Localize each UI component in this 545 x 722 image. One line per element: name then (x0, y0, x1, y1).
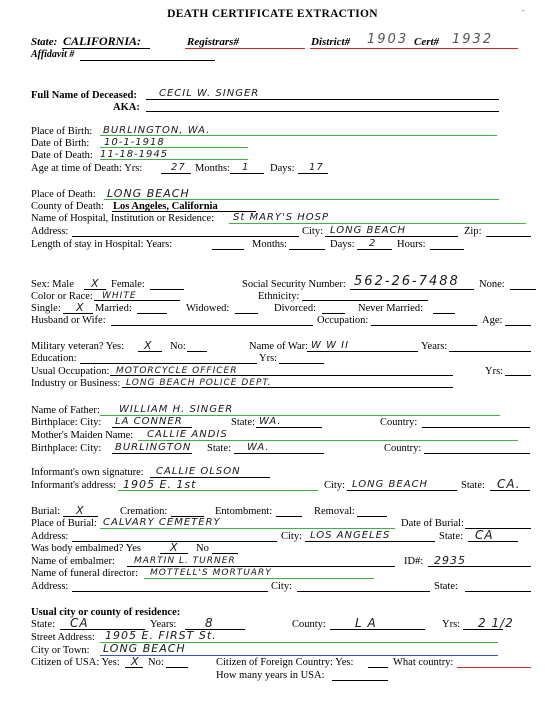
burial-date-label: Date of Burial: (401, 518, 464, 529)
informant-address-line (118, 490, 318, 491)
embalmed-no-line (212, 553, 238, 554)
war-years-line (449, 351, 531, 352)
stay-days-label: Days: (330, 239, 355, 250)
veteran-no-line (187, 351, 207, 352)
embalmed-yes-mark: X (170, 541, 179, 554)
informant-state-line (490, 490, 530, 491)
director-state-line (465, 591, 531, 592)
father-birth-state-line (256, 427, 322, 428)
residence-years-label: Years: (150, 619, 177, 630)
education-yrs-label: Yrs: (259, 353, 278, 364)
director-address-label: Address: (31, 581, 69, 592)
burial-city-label: City: (281, 531, 303, 542)
mother-birth-country-line (424, 453, 530, 454)
hosp-address-line (72, 236, 299, 237)
registrar-label: Registrars# (187, 36, 239, 48)
state-underline (62, 48, 150, 49)
widowed-line (235, 313, 258, 314)
ssn-label: Social Security Number: (242, 279, 346, 290)
mother-value: CALLIE ANDIS (147, 429, 228, 440)
embalmed-yes-line (160, 553, 188, 554)
spouse-occupation-label: Occupation: (317, 315, 369, 326)
embalmer-id-line (428, 566, 531, 567)
hosp-city-label: City: (302, 226, 324, 237)
mother-birth-city-label: Birthplace: City: (31, 443, 102, 454)
female-label: Female: (111, 279, 145, 290)
residence-county-label: County: (292, 619, 326, 630)
stay-hours-line (430, 249, 464, 250)
war-line (307, 351, 418, 352)
burial-address-label: Address: (31, 531, 69, 542)
stay-months-label: Months: (252, 239, 288, 250)
informant-city-line (347, 490, 457, 491)
district-value: 1903 (367, 32, 409, 47)
veteran-yes-line (138, 351, 162, 352)
education-line (80, 363, 257, 364)
spouse-label: Husband or Wife: (31, 315, 106, 326)
affidavit-label: Affidavit # (31, 49, 75, 60)
color-line (94, 300, 180, 301)
dob-value: 10-1-1918 (104, 137, 165, 148)
removal-line (357, 516, 387, 517)
divorced-label: Divorced: (274, 303, 316, 314)
director-city-line (297, 591, 430, 592)
stay-label: Length of stay in Hospital: Years: (31, 239, 173, 250)
residence-yrs-label: Yrs: (442, 619, 461, 630)
father-birth-country-label: Country: (380, 417, 418, 428)
burial-label: Burial: (31, 506, 61, 517)
death-place-value: LONG BEACH (107, 187, 190, 200)
entombment-line (276, 516, 302, 517)
years-in-usa-line (332, 680, 388, 681)
ssn-value: 562-26-7488 (354, 274, 460, 289)
mother-birth-country-label: Country: (384, 443, 422, 454)
dod-label: Date of Death: (31, 150, 93, 161)
mother-birth-state-label: State: (207, 443, 231, 454)
hosp-zip-line (486, 236, 531, 237)
veteran-yes-mark: X (144, 339, 153, 352)
burial-line (63, 516, 98, 517)
informant-state-label: State: (461, 480, 485, 491)
hosp-address-label: Address: (31, 226, 69, 237)
sex-male-mark: X (91, 277, 100, 290)
cert-label: Cert# (414, 36, 440, 48)
page-title: DEATH CERTIFICATE EXTRACTION (167, 8, 378, 20)
burial-mark: X (76, 504, 85, 517)
deceased-name-value: CECIL W. SINGER (159, 88, 260, 99)
ssn-line (350, 289, 474, 290)
dob-line (100, 147, 248, 148)
deceased-name-label: Full Name of Deceased: (31, 90, 137, 101)
years-in-usa-label: How many years in USA: (216, 670, 325, 681)
stay-hours-label: Hours: (397, 239, 426, 250)
spouse-line (111, 325, 313, 326)
age-days-label: Days: (270, 163, 295, 174)
city-town-value: LONG BEACH (103, 642, 186, 655)
aka-label: AKA: (113, 102, 140, 113)
dod-line (100, 159, 248, 160)
director-city-label: City: (271, 581, 293, 592)
stay-years-line (212, 249, 244, 250)
burial-place-value: CALVARY CEMETERY (103, 517, 221, 528)
never-married-line (433, 313, 455, 314)
never-married-label: Never Married: (358, 303, 424, 314)
burial-city-value: LOS ANGELES (310, 530, 391, 541)
deceased-name-line (146, 99, 499, 100)
age-days-line (298, 173, 328, 174)
foreign-citizen-line (368, 667, 388, 668)
father-value: WILLIAM H. SINGER (119, 404, 234, 415)
citizen-usa-no-label: No: (148, 657, 164, 668)
informant-state-value: CA. (497, 477, 521, 491)
informant-address-label: Informant's address: (31, 480, 116, 491)
embalmed-label: Was body embalmed? Yes (31, 543, 141, 554)
ethnicity-line (302, 300, 428, 301)
county-value: Los Angeles, California (113, 201, 218, 212)
spouse-age-label: Age: (482, 315, 503, 326)
ssn-none-line (510, 289, 536, 290)
father-label: Name of Father: (31, 405, 100, 416)
cremation-label: Cremation: (120, 506, 168, 517)
burial-city-line (305, 541, 435, 542)
director-label: Name of funeral director: (31, 568, 138, 579)
embalmed-no-label: No (196, 543, 209, 554)
occupation-yrs-line (505, 375, 531, 376)
sex-label: Sex: Male (31, 279, 74, 290)
ethnicity-label: Ethnicity: (258, 291, 300, 302)
mother-birth-city-line (112, 453, 192, 454)
industry-label: Industry or Business: (31, 378, 121, 389)
single-mark: X (76, 301, 85, 314)
director-state-label: State: (434, 581, 458, 592)
informant-city-value: LONG BEACH (352, 479, 429, 490)
affidavit-line (80, 60, 215, 61)
informant-city-label: City: (324, 480, 346, 491)
death-place-line (104, 199, 499, 200)
residence-state-value: CA (70, 616, 89, 630)
hospital-label: Name of Hospital, Institution or Residence: (31, 213, 215, 224)
embalmer-label: Name of embalmer: (31, 556, 115, 567)
stay-months-line (289, 249, 325, 250)
residence-yrs-value: 2 1/2 (478, 616, 514, 630)
mother-birth-state-value: WA. (247, 442, 270, 453)
birth-place-line (100, 135, 497, 136)
education-yrs-line (279, 363, 324, 364)
stay-days-line (357, 249, 392, 250)
removal-label: Removal: (314, 506, 355, 517)
residence-county-line (330, 629, 425, 630)
age-years-value: 27 (171, 162, 186, 173)
citizen-usa-yes-line (125, 667, 143, 668)
age-years-line (161, 173, 191, 174)
father-birth-city-value: LA CONNER (115, 416, 183, 427)
corner-mark: - (522, 6, 525, 15)
residence-state-label: State: (31, 619, 55, 630)
mother-line (138, 440, 518, 441)
ssn-none-label: None: (479, 279, 505, 290)
birth-place-label: Place of Birth: (31, 126, 93, 137)
age-months-value: 1 (242, 162, 250, 173)
industry-value: LONG BEACH POLICE DEPT. (126, 378, 272, 388)
divorced-line (322, 313, 345, 314)
residence-years-value: 8 (205, 616, 214, 630)
foreign-citizen-label: Citizen of Foreign Country: Yes: (216, 657, 354, 668)
hosp-zip-label: Zip: (464, 226, 482, 237)
burial-place-label: Place of Burial: (31, 518, 97, 529)
single-line (63, 313, 93, 314)
foreign-country-label: What country: (393, 657, 454, 668)
residence-heading: Usual city or county of residence: (31, 607, 181, 618)
hospital-value: St MARY'S HOSP (233, 212, 330, 223)
death-place-label: Place of Death: (31, 189, 96, 200)
single-label: Single: (31, 303, 61, 314)
hosp-city-line (325, 236, 458, 237)
embalmer-id-label: ID#: (404, 556, 424, 567)
veteran-label: Military veteran? Yes: (31, 341, 125, 352)
informant-signature-value: CALLIE OLSON (156, 466, 241, 477)
spouse-age-line (505, 325, 531, 326)
city-town-line (100, 655, 498, 656)
informant-signature-label: Informant's own signature: (31, 467, 144, 478)
age-months-label: Months: (195, 163, 231, 174)
married-line (137, 313, 167, 314)
birth-place-value: BURLINGTON, WA. (103, 125, 211, 136)
citizen-usa-no-line (166, 667, 188, 668)
aka-line (146, 111, 499, 112)
director-value: MOTTELL'S MORTUARY (150, 568, 272, 578)
usual-occupation-line (110, 375, 453, 376)
street-label: Street Address: (31, 632, 95, 643)
residence-yrs-line (463, 629, 503, 630)
married-label: Married: (95, 303, 132, 314)
mother-birth-city-value: BURLINGTON (115, 442, 192, 453)
street-value: 1905 E. FIRST St. (105, 629, 217, 642)
age-months-line (230, 173, 264, 174)
father-birth-country-line (422, 427, 530, 428)
stay-days-value: 2 (369, 238, 377, 249)
occupation-yrs-label: Yrs: (485, 366, 504, 377)
age-label: Age at time of Death: Yrs: (31, 163, 143, 174)
mother-label: Mother's Maiden Name: (31, 430, 134, 441)
burial-place-line (100, 528, 395, 529)
father-birth-state-label: State: (231, 417, 255, 428)
registrar-line (185, 48, 305, 49)
cert-value: 1932 (452, 32, 494, 47)
father-birth-city-line (112, 427, 192, 428)
dod-value: 11-18-1945 (100, 149, 169, 160)
usual-occupation-label: Usual Occupation: (31, 366, 110, 377)
burial-state-label: State: (439, 531, 463, 542)
county-label: County of Death: (31, 201, 104, 212)
father-birth-state-value: WA. (259, 416, 282, 427)
widowed-label: Widowed: (186, 303, 230, 314)
entombment-label: Entombment: (215, 506, 273, 517)
foreign-country-line (457, 667, 531, 668)
state-value: CALIFORNIA: (63, 34, 142, 48)
mother-birth-state-line (234, 453, 324, 454)
burial-state-line (468, 541, 518, 542)
embalmer-id-value: 2935 (434, 554, 466, 567)
header-red-line (310, 48, 518, 49)
veteran-no-label: No: (170, 341, 186, 352)
city-town-label: City or Town: (31, 645, 90, 656)
war-value: W W II (311, 340, 350, 351)
residence-county-value: L A (355, 616, 377, 630)
citizen-usa-label: Citizen of USA: Yes: (31, 657, 120, 668)
embalmer-value: MARTIN L. TURNER (134, 556, 236, 566)
war-label: Name of War: (249, 341, 309, 352)
color-value: WHITE (102, 291, 137, 301)
father-birth-city-label: Birthplace: City: (31, 417, 102, 428)
usual-occupation-value: MOTORCYCLE OFFICER (116, 366, 238, 376)
war-years-label: Years: (421, 341, 448, 352)
hosp-city-value: LONG BEACH (330, 225, 407, 236)
director-line (144, 578, 374, 579)
female-line (150, 289, 184, 290)
director-address-line (72, 591, 268, 592)
citizen-usa-yes-mark: X (131, 655, 140, 668)
state-label: State: (31, 36, 58, 48)
color-label: Color or Race: (31, 291, 93, 302)
dob-label: Date of Birth: (31, 138, 90, 149)
industry-line (122, 387, 453, 388)
informant-address-value: 1905 E. 1st (123, 478, 197, 491)
education-label: Education: (31, 353, 77, 364)
district-label: District# (311, 36, 351, 48)
hospital-line (229, 223, 526, 224)
spouse-occupation-line (371, 325, 477, 326)
age-days-value: 17 (309, 162, 324, 173)
burial-state-value: CA (475, 528, 494, 542)
